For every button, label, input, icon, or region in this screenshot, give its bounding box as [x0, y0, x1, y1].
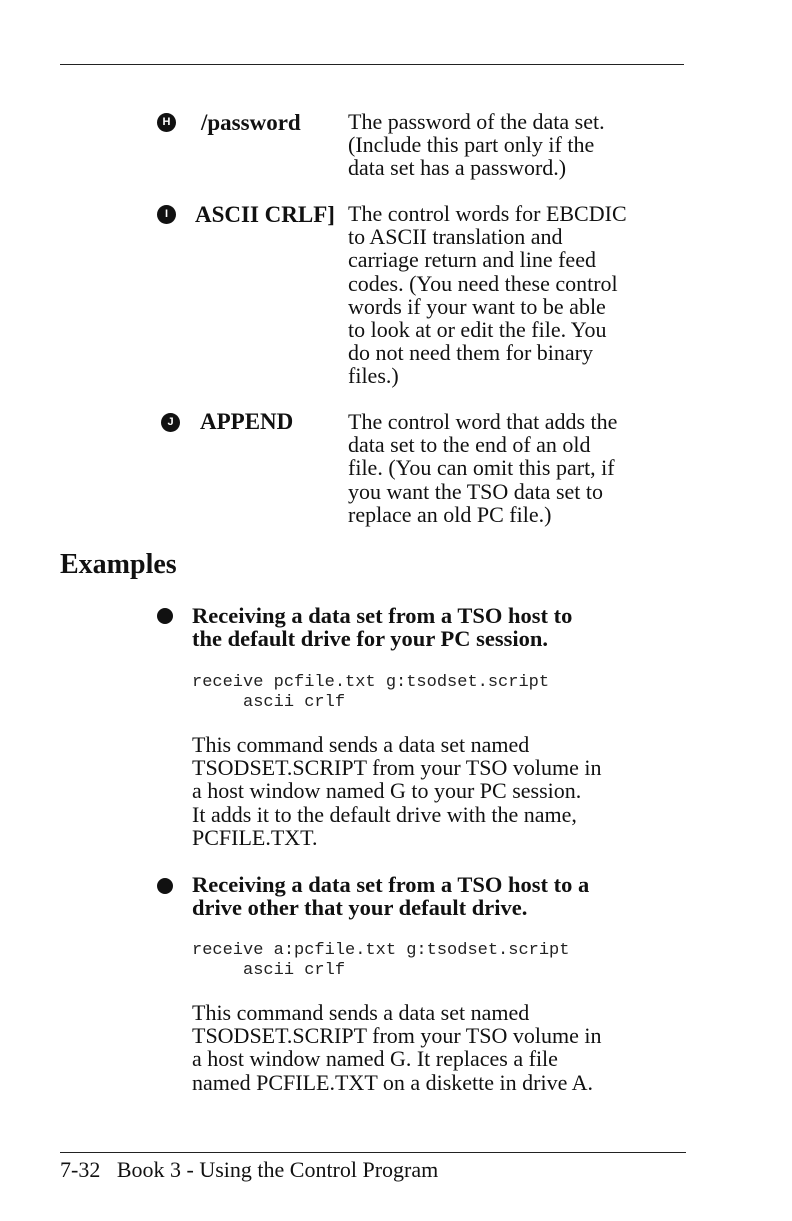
book-title: Book 3 - Using the Control Program	[116, 1157, 439, 1182]
page-number: 7-32	[60, 1157, 101, 1182]
definition-description-ascii-crlf: The control words for EBCDIC to ASCII translation and carriage return and line feed codes. (You need these control words if your want to be able to look at or edit the file. You do not need them for binary files.)	[348, 201, 627, 389]
definition-term-ascii-crlf: ASCII CRLF]	[195, 202, 335, 227]
example-1-title: Receiving a data set from a TSO host to the default drive for your PC session.	[192, 603, 573, 651]
example-2-title: Receiving a data set from a TSO host to a drive other that your default drive.	[192, 872, 590, 920]
footer-rule	[60, 1152, 686, 1153]
top-rule	[60, 64, 684, 65]
definition-term-append: APPEND	[200, 409, 294, 434]
callout-marker-h-icon: H	[157, 113, 176, 132]
callout-marker-i-icon: I	[157, 205, 176, 224]
callout-marker-j-icon: J	[161, 413, 180, 432]
definition-term-password: /password	[201, 110, 301, 135]
example-2-code: receive a:pcfile.txt g:tsodset.script ascii crlf	[192, 941, 570, 980]
example-2-description: This command sends a data set named TSODSET.SCRIPT from your TSO volume in a host window named G. It replaces a file named PCFILE.TXT on a diskette in drive A.	[192, 1000, 602, 1095]
examples-heading: Examples	[60, 549, 177, 580]
bullet-icon	[157, 878, 173, 894]
example-1-description: This command sends a data set named TSODSET.SCRIPT from your TSO volume in a host window named G to your PC session. It adds it to the default drive with the name, PCFILE.TXT.	[192, 732, 602, 850]
definition-description-append: The control word that adds the data set to the end of an old file. (You can omit this part, if you want the TSO data set to replace an old PC file.)	[348, 409, 618, 527]
page-footer	[60, 1158, 438, 1182]
example-1-code: receive pcfile.txt g:tsodset.script ascii crlf	[192, 673, 550, 712]
definition-description-password: The password of the data set. (Include this part only if the data set has a password.)	[348, 109, 605, 181]
bullet-icon	[157, 608, 173, 624]
